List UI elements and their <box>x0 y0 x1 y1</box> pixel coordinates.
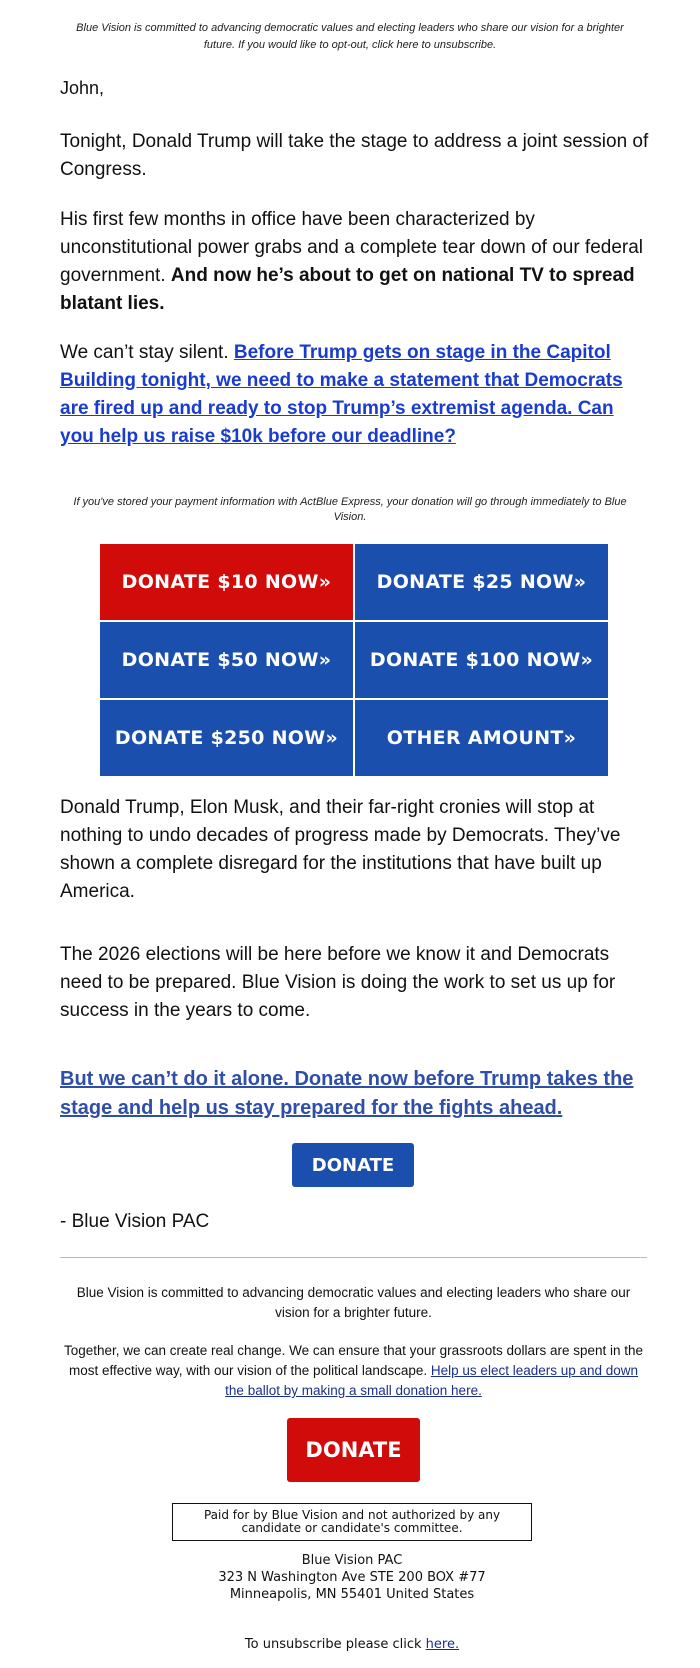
paragraph-intro: Tonight, Donald Trump will take the stage to address a joint session of Congress. <box>60 131 649 180</box>
unsubscribe-text: To unsubscribe please click <box>244 1637 422 1652</box>
paragraph-power-grabs-text: His first few months in office have been characterized by unconstitutional power grabs and a complete tear down of our federal government. <box>60 209 644 286</box>
footer-mission: Blue Vision is committed to advancing democratic values and electing leaders who share our vision for a brighter future. <box>76 1285 631 1320</box>
footer-together-text: Together, we can create real change. We can ensure that your grassroots dollars are spent in the most effective way, with our vision of the political landscape. <box>63 1343 644 1378</box>
paragraph-cant-stay-silent <box>60 339 650 451</box>
paragraph-cronies: Donald Trump, Elon Musk, and their far-right cronies will stop at nothing to undo decades of progress made by Democrats. They’ve shown a complete disregard for the institutions that have built up America. <box>60 797 621 902</box>
donate-now-cta-link[interactable]: But we can’t do it alone. Donate now before Trump takes the stage and help us stay prepared for the fights ahead. <box>60 1068 634 1119</box>
mailing-address <box>150 1552 554 1603</box>
donate-250-button[interactable]: DONATE $250 NOW» <box>100 700 353 776</box>
donate-25-button[interactable]: DONATE $25 NOW» <box>355 544 608 620</box>
address-name: Blue Vision PAC <box>301 1553 403 1568</box>
preheader-text[interactable]: Blue Vision is committed to advancing democratic values and electing leaders who share our vision for a brighter future. If you would like to opt-out, click here to unsubscribe. <box>76 22 624 51</box>
donate-amount-grid <box>100 544 608 776</box>
donate-10-button[interactable]: DONATE $10 NOW» <box>100 544 353 620</box>
donate-button-red[interactable]: DONATE <box>287 1418 420 1482</box>
paragraph-2026-elections: The 2026 elections will be here before we know it and Democrats need to be prepared. Blue Vision is doing the work to set us up for success in the years to come. <box>60 944 616 1021</box>
unsubscribe-line <box>150 1637 554 1652</box>
donate-other-amount-button[interactable]: OTHER AMOUNT» <box>355 700 608 776</box>
footer-together <box>60 1341 647 1401</box>
paid-for-disclaimer-box <box>172 1503 532 1541</box>
address-line2: Minneapolis, MN 55401 United States <box>229 1587 475 1602</box>
raise-10k-link[interactable]: Before Trump gets on stage in the Capitol Building tonight, we need to make a statement that Democrats are fired up and ready to stop Trump’s extremist agenda. Can you help us raise $10k before our deadline? <box>60 342 623 447</box>
paragraph-power-grabs-bold: And now he’s about to get on national TV to spread blatant lies. <box>60 265 635 314</box>
signoff: - Blue Vision PAC <box>60 1211 210 1232</box>
footer-divider <box>60 1257 647 1258</box>
paid-for-text: Paid for by Blue Vision and not authorized by any candidate or candidate's committee. <box>203 1508 501 1535</box>
actblue-disclaimer: If you've stored your payment information with ActBlue Express, your donation will go through immediately to Blue Vision. <box>73 496 627 523</box>
salutation: John, <box>60 78 105 98</box>
paragraph-power-grabs <box>60 206 650 318</box>
donate-50-button[interactable]: DONATE $50 NOW» <box>100 622 353 698</box>
footer-donation-link[interactable]: Help us elect leaders up and down the ballot by making a small donation here. <box>225 1363 639 1398</box>
donate-100-button[interactable]: DONATE $100 NOW» <box>355 622 608 698</box>
unsubscribe-link[interactable]: here. <box>425 1637 460 1652</box>
paragraph-silent-text: We can’t stay silent. <box>60 342 229 363</box>
address-line1: 323 N Washington Ave STE 200 BOX #77 <box>218 1570 486 1585</box>
donate-button-blue[interactable]: DONATE <box>292 1143 414 1187</box>
